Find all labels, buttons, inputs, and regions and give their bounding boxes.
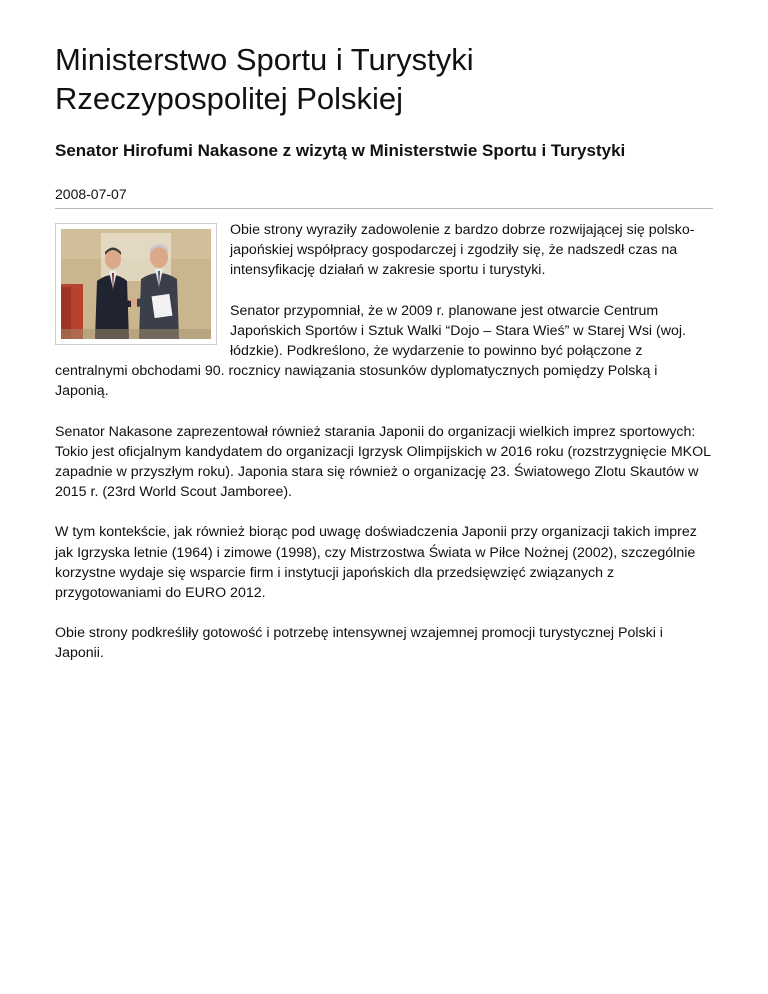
paragraph-5: Obie strony podkreśliły gotowość i potrzebę intensywnej wzajemnej promocji turystycznej Polski i Japonii. xyxy=(55,625,663,662)
photo-image xyxy=(61,229,211,339)
paragraph-2-part-b: (woj. łódzkie). Podkreślono, że wydarzenie to powinno być połączone z centralnymi obchodami 90. rocznicy nawiązania stosunków dyplomatycznych pomiędzy Polską i Japonią. xyxy=(55,322,686,400)
site-title-line1: Ministerstwo Sportu i Turystyki xyxy=(55,42,474,77)
article-body xyxy=(55,220,713,664)
site-title-line2: Rzeczypospolitej Polskiej xyxy=(55,81,404,116)
paragraph-1: Obie strony wyraziły zadowolenie z bardzo dobrze rozwijającej się polsko-japońskiej współpracy gospodarczej i zgodziły się, że nadszedł czas na intensyfikację działań w zakresie sportu i turystyki. xyxy=(230,222,695,279)
paragraph-4: W tym kontekście, jak również biorąc pod uwagę doświadczenia Japonii przy organizacji takich imprez jak Igrzyska letnie (1964) i zimowe (1998), czy Mistrzostwa Świata w Piłce Nożnej (2002), szczególnie korzystne wydaje się wsparcie firm i instytucji japońskich dla przedsięwzięć związanych z przygotowaniami do EURO 2012. xyxy=(55,524,697,602)
divider xyxy=(55,208,713,209)
site-title xyxy=(55,40,713,118)
paragraph-2-part-a: Senator przypomniał, że w 2009 r. planowane jest otwarcie Centrum Japońskich Sportów i Sztuk Walki “Dojo – Stara Wieś” w Starej Wsi xyxy=(230,302,659,339)
page xyxy=(55,40,713,684)
paragraph-3: Senator Nakasone zaprezentował również starania Japonii do organizacji wielkich imprez sportowych: Tokio jest oficjalnym kandydatem do organizacji Igrzysk Olimpijskich w 2016 roku (rozstrzygnięcie MKOL zapadnie w przyszłym roku). Japonia stara się również o organizację 23. Światowego Zlotu Skautów w 2015 r. (23rd World Scout Jamboree). xyxy=(55,423,711,501)
article-date: 2008-07-07 xyxy=(55,186,127,202)
article-title: Senator Hirofumi Nakasone z wizytą w Ministerstwie Sportu i Turystyki xyxy=(55,141,626,160)
article-photo xyxy=(55,223,217,345)
